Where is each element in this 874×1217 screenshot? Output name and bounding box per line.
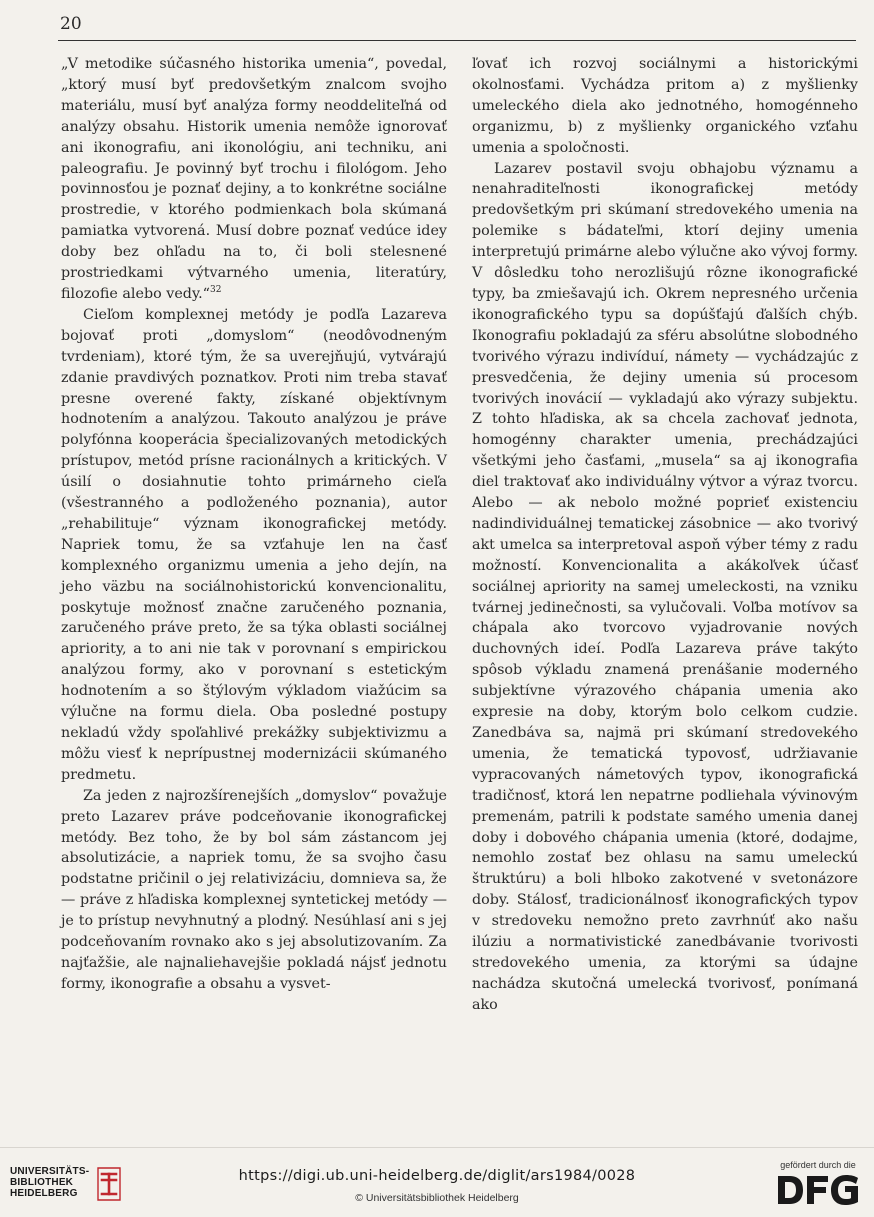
paragraph-text: Za jeden z najrozšírenejších „domyslov“ považuje preto Lazarev práve podceňovanie ikonografickej metódy. Bez toho, že by bol sám zástancom jej absolutizácie, a napriek tomu, že sa svojho času podstatne pričinil o jej relativizáciu, domnieva sa, že — práve z hľadiska komplexnej syntetickej metódy — je to prístup nevyhnutný a plodný. Nesúhlasí ani s jej podceňovaním rovnako ako s jej absolutizovaním. Za najťažšie, ale najnaliehavejšie pokladá nájsť jednotu formy, ikonografie a obsahu a vysvet-: [61, 787, 447, 992]
paragraph: [61, 305, 447, 786]
document-url[interactable]: https://digi.ub.uni-heidelberg.de/diglit/ars1984/0028: [238, 1168, 636, 1184]
library-name-line: HEIDELBERG: [10, 1188, 78, 1199]
left-column: [61, 54, 447, 995]
paragraph-text: ľovať ich rozvoj sociálnymi a historickými okolnosťami. Vychádza pritom a) z myšlienky umeleckého diela ako jednotného, homogénneho organizmu, b) z myšlienky organického vzťahu umenia a spoločnosti.: [472, 56, 858, 156]
library-name-line: BIBLIOTHEK: [10, 1177, 74, 1188]
paragraph-text: Lazarev postavil svoju obhajobu významu a nenahraditeľnosti ikonografickej metódy predovšetkým pri skúmaní stredovekého umenia na polemike s bádateľmi, ktorí dejiny umenia interpretujú primárne alebo výlučne ako vývoj formy. V dôsledku toho nerozlišujú rôzne ikonografické typy, ba zmiešavajú ich. Okrem nepresného určenia ikonografického typu sa dopúšťajú ďalších chýb. Ikonografiu pokladajú za sféru absolútne slobodného tvorivého výrazu indivíduí, námety — vychádzajúc z presvedčenia, že dejiny umenia sú procesom tvorivých inovácií — vykladajú ako výrazy subjektu. Z tohto hľadiska, ak sa chcela zachovať jednota, homogénny charakter umenia, prechádzajúci všetkými jeho časťami, „musela“ sa aj ikonografia diel traktovať ako individuálny výtvor a výraz tvorcu. Alebo — ak nebolo možné poprieť existenciu nadindividuálnej tematickej zásobnice — ako tvorivý akt umelca sa interpretoval aspoň výber témy z radu možností. Konvencionalita a akákoľvek účasť sociálnej apriority na samej umeleckosti, na vzniku tvárnej jedinečnosti, sa vylučovali. Voľba motívov sa chápala ako tvorcovo vyjadrovanie nových duchovných ideí. Podľa Lazareva práve takýto spôsob výkladu znamená prenášanie moderného subjektívne výrazového chápania umenia ako expresie na doby, ktorým bolo celkom cudzie. Zanedbáva sa, najmä pri skúmaní stredovekého umenia, že tematická typovosť, udržiavanie vypracovaných námetových typov, ikonografická tradičnosť, ktorá len nepatrne podliehala vývinovým premenám, patrili k podstate samého umenia danej doby i dobového chápania umenia (ktoré, dodajme, nemohlo zostať bez ohlasu na samu umeleckú štruktúru) a boli hlboko zakotvené v svetonázore doby. Stálosť, tradicionálnosť ikonografických typov v stredoveku nemožno preto zavrhnúť ako našu ilúziu a normativistické zanedbávanie tvorivosti stredovekého umenia, za ktorými sa údajne nachádza skutočná umelecká tvorivosť, ponímaná ako: [472, 160, 858, 1013]
copyright-notice: © Universitätsbibliothek Heidelberg: [355, 1192, 519, 1204]
funder-logo[interactable]: [770, 1160, 866, 1210]
funder-caption: gefördert durch die: [780, 1160, 856, 1170]
paragraph: [472, 54, 858, 159]
library-name-line: UNIVERSITÄTS-: [10, 1166, 90, 1177]
dfg-logo-icon: [776, 1174, 860, 1206]
paragraph-text: Cieľom komplexnej metódy je podľa Lazareva bojovať proti „domyslom“ (neodôvodneným tvrdeniam), ktoré tým, že sa uverejňujú, vytvárajú zdanie pravdivých poznatkov. Proti nim treba stavať presne overené fakty, získané objektívnym hodnotením a analýzou. Takouto analýzou je práve polyfónna kooperácia špecializovaných metodických prístupov, metód prísne racionálnych a kritických. V úsilí o dosiahnutie tohto primárneho cieľa (všestranného a podloženého poznania), autor „rehabilituje“ význam ikonografickej metódy. Napriek tomu, že sa vzťahuje len na časť komplexného organizmu umenia a jeho dejín, na jeho väzbu na sociálnohistorickú konvencionalitu, poskytuje možnosť značne zaručeného poznania, zaručeného práve preto, že sa týka oblasti sociálnej apriority, a to ani nie tak v porovnaní s empirickou analýzou formy, ako v porovnaní s estetickým hodnotením a so štýlovým výkladom viažúcim sa výlučne na formu diela. Oba posledné postupy nekladú vždy spoľahlivé prekážky subjektivizmu a môžu viesť k neprípustnej modernizácii skúmaného predmetu.: [61, 306, 447, 783]
paragraph: [61, 54, 447, 305]
right-column: [472, 54, 858, 1016]
paragraph-text: „V metodike súčasného historika umenia“, povedal, „ktorý musí byť predovšetkým znalcom svojho materiálu, musí byť analýza formy neoddeliteľná od analýzy obsahu. Historik umenia nemôže ignorovať ani ikonografiu, ani ikonológiu, ani techniku, ani paleografiu. Je povinný byť trochu i filológom. Jeho povinnosťou je poznať dejiny, a to konkrétne sociálne prostredie, v ktorého podmienkach bola skúmaná pamiatka vytvorená. Musí dobre poznať vedúce idey doby bez ohľadu na to, či boli stelesnené prostriedkami výtvarného umenia, literatúry, filozofie alebo vedy.“: [61, 56, 447, 302]
paragraph: [61, 786, 447, 995]
page-number: 20: [60, 14, 82, 34]
paragraph: [472, 159, 858, 1016]
header-rule: [58, 40, 856, 41]
footer-divider: [0, 1147, 874, 1148]
footnote-reference[interactable]: 32: [209, 285, 222, 296]
footer: [0, 1150, 874, 1217]
